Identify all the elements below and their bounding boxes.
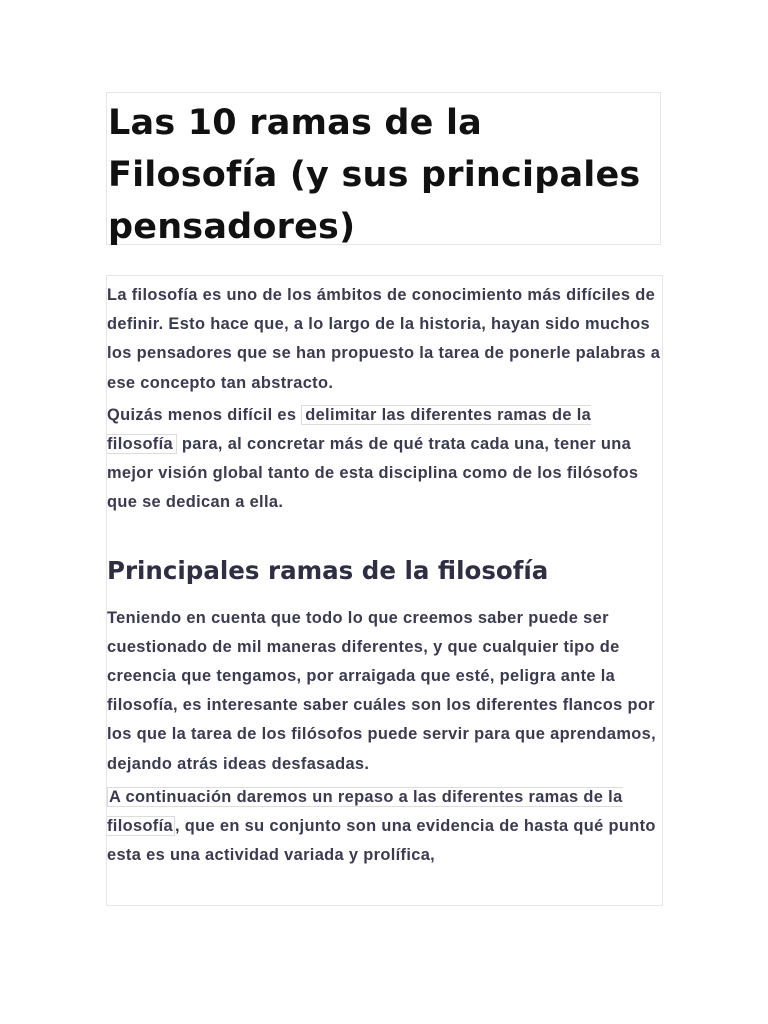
article-body <box>106 275 663 906</box>
paragraph-text-after-link: para, al concretar más de qué trata cada una, tener una mejor visión global tanto de esta disciplina como de los filósofos que se dedican a ella. <box>107 435 639 512</box>
section-paragraph: Teniendo en cuenta que todo lo que creemos saber puede ser cuestionado de mil maneras diferentes, y que cualquier tipo de creencia que tengamos, por arraigada que esté, peligra ante la filosofía, es interesante saber cuáles son los diferentes flancos por los que la tarea de los filósofos puede servir para que aprendamos, dejando atrás ideas desfasadas. <box>107 608 657 773</box>
section-heading: Principales ramas de la filosofía <box>107 555 549 585</box>
ramas-filosofia-link[interactable]: delimitar las diferentes ramas de la filosofía <box>107 405 592 454</box>
title-box <box>106 92 661 245</box>
paragraph-ramas-link <box>107 401 662 518</box>
intro-paragraph: La filosofía es uno de los ámbitos de conocimiento más difíciles de definir. Esto hace que, a lo largo de la historia, hayan sido muchos los pensadores que se han propuesto la tarea de ponerle palabras a ese concepto tan abstracto. <box>107 286 661 392</box>
paragraph-text-before-link: Quizás menos difícil es <box>107 405 302 424</box>
highlighted-text: A continuación daremos un repaso a las diferentes ramas de la filosofía <box>107 787 623 836</box>
continuation-paragraph <box>107 783 662 871</box>
continuation-text: , que en su conjunto son una evidencia de hasta qué punto esta es una actividad variada y prolífica, <box>107 817 656 865</box>
page-title: Las 10 ramas de la Filosofía (y sus principales pensadores) <box>108 103 641 247</box>
